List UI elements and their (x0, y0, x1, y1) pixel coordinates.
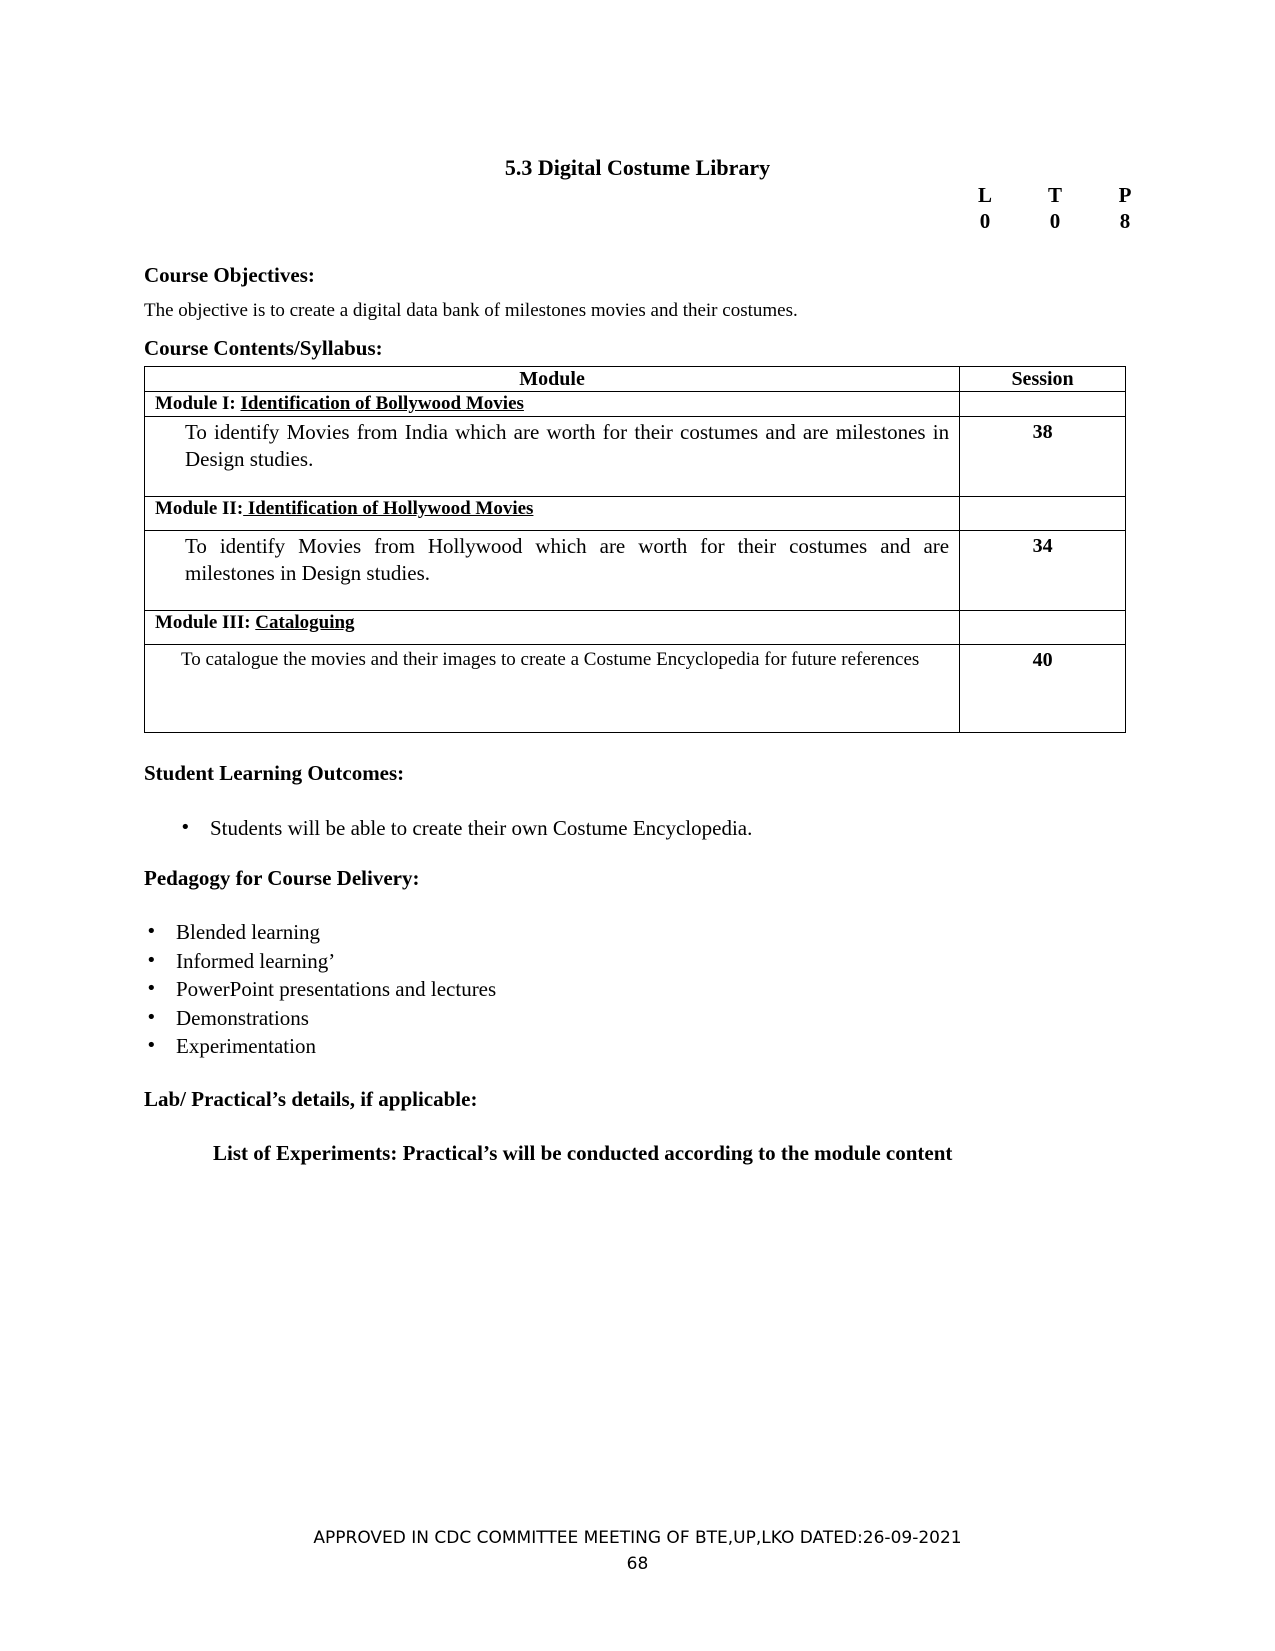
outcomes-list (176, 814, 752, 843)
module-2-session: 34 (960, 531, 1126, 611)
column-header-session: Session (960, 367, 1126, 392)
module-1-heading-session-cell (960, 392, 1126, 417)
module-2-content-row (145, 531, 1126, 611)
ltp-headers (975, 183, 1135, 209)
module-1-description: To identify Movies from India which are worth for their costumes and are milestones in Design studies. (145, 417, 960, 497)
module-3-session: 40 (960, 645, 1126, 733)
outcomes-heading: Student Learning Outcomes: (144, 761, 405, 785)
pedagogy-item: • PowerPoint presentations and lectures (142, 975, 496, 1004)
module-3-name: Cataloguing (255, 612, 355, 633)
pedagogy-item: • Demonstrations (142, 1004, 496, 1033)
pedagogy-item: • Informed learning’ (142, 947, 496, 976)
module-2-heading-session-cell (960, 497, 1126, 531)
module-2-description: To identify Movies from Hollywood which are worth for their costumes and are milestones in Design studies. (145, 531, 960, 611)
outcome-item: • Students will be able to create their own Costume Encyclopedia. (176, 814, 752, 843)
ltp-credits (975, 183, 1135, 235)
module-3-heading-session-cell (960, 611, 1126, 645)
ltp-value-l: 0 (979, 209, 991, 233)
module-2-heading (145, 497, 960, 531)
ltp-value-t: 0 (1049, 209, 1061, 233)
footer-approval: APPROVED IN CDC COMMITTEE MEETING OF BTE,UP,LKO DATED:26-09-2021 (313, 1528, 962, 1548)
pedagogy-heading: Pedagogy for Course Delivery: (144, 866, 420, 890)
syllabus-table (144, 366, 1126, 733)
pedagogy-list (142, 918, 496, 1061)
lab-experiments: List of Experiments: Practical’s will be conducted according to the module content (213, 1141, 953, 1165)
ltp-value-p: 8 (1119, 209, 1131, 233)
page-number: 68 (626, 1554, 649, 1574)
module-1-prefix: Module I: (155, 393, 236, 414)
ltp-values (975, 209, 1135, 235)
module-2-heading-row (145, 497, 1126, 531)
module-1-heading-row (145, 392, 1126, 417)
syllabus-heading: Course Contents/Syllabus: (144, 336, 383, 360)
objectives-text: The objective is to create a digital data bank of milestones movies and their costumes. (144, 300, 798, 321)
module-3-content-row (145, 645, 1126, 733)
table-header-row (145, 367, 1126, 392)
page-title: 5.3 Digital Costume Library (504, 155, 771, 180)
pedagogy-item: • Experimentation (142, 1032, 496, 1061)
lab-heading: Lab/ Practical’s details, if applicable: (144, 1087, 478, 1111)
ltp-header-p: P (1118, 183, 1132, 207)
module-3-description: To catalogue the movies and their images to create a Costume Encyclopedia for future references (145, 645, 960, 733)
module-1-heading (145, 392, 960, 417)
column-header-module: Module (145, 367, 960, 392)
module-3-heading-row (145, 611, 1126, 645)
module-2-name: Identification of Hollywood Movies (243, 498, 534, 519)
module-2-prefix: Module II: (155, 498, 244, 519)
module-3-prefix: Module III: (155, 612, 251, 633)
module-1-session: 38 (960, 417, 1126, 497)
module-1-name: Identification of Bollywood Movies (240, 393, 524, 414)
objectives-heading: Course Objectives: (144, 263, 315, 287)
ltp-header-l: L (977, 183, 992, 207)
ltp-header-t: T (1047, 183, 1062, 207)
module-1-content-row (145, 417, 1126, 497)
module-3-heading (145, 611, 960, 645)
pedagogy-item: • Blended learning (142, 918, 496, 947)
